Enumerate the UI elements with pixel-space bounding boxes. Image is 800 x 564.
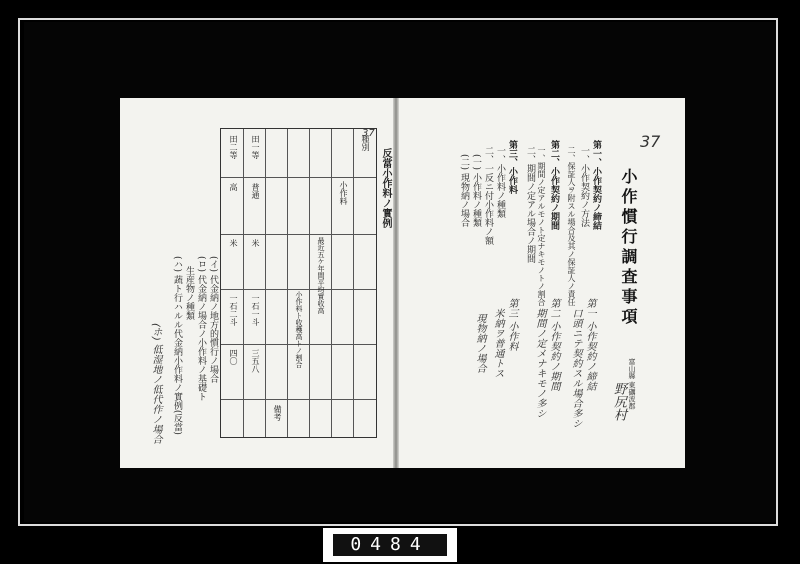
header-recent: 最近五ケ年間平均實收高: [317, 237, 325, 314]
table-row-line: [221, 177, 376, 178]
section-1: 第一、小作契約ノ締結: [591, 140, 601, 230]
table-col-line: [265, 129, 266, 437]
section-2: 第二、小作契約ノ期間: [549, 140, 559, 230]
header-note: 備考: [273, 405, 282, 421]
section-2-1: 一、期間ノ定アルモノト定ナキモノトノ割合: [537, 146, 546, 306]
document-title: 小作慣行調査事項: [619, 168, 638, 328]
table-col-line: [331, 129, 332, 437]
table-col-line: [353, 129, 354, 437]
row-ratio: 三五八: [251, 349, 260, 373]
row-kind: 米: [251, 239, 260, 247]
surveyor-region: 富山縣 東礪波郡: [628, 358, 636, 410]
rent-table: [220, 128, 377, 438]
left-page: [120, 98, 395, 468]
table-col-line: [309, 129, 310, 437]
right-page: [398, 98, 685, 468]
handwritten-note-7: 現物納ノ場合: [474, 313, 485, 373]
handwritten-note-1: 第一 小作契約ノ締結: [584, 298, 595, 392]
table-row-line: [221, 399, 376, 400]
row-kind: 米: [229, 239, 238, 247]
header-ratio: 小作料ト收穫高トノ割合: [295, 291, 303, 368]
note-a: (イ) 代金納ノ地方的慣行ノ場合: [208, 256, 218, 383]
section-3-2-b: (二) 現物納ノ場合: [459, 154, 469, 227]
row-amount: 一石二斗: [229, 294, 238, 326]
header-main: 小作料: [339, 181, 348, 205]
frame-number: 0484: [333, 534, 447, 556]
table-col-line: [243, 129, 244, 437]
handwritten-note-4: 期間ノ定メナキモノ多シ: [534, 308, 545, 418]
left-handwritten-note: (ホ) 低湿地ノ低代作ノ場合: [150, 323, 161, 444]
note-b: (ロ) 代金納ノ場合ノ小作料ノ基礎ト: [196, 256, 206, 401]
handwritten-note-2: 口頭ニテ契約スル場合多シ: [570, 308, 581, 428]
row-ratio: 四〇: [229, 349, 238, 365]
document-spread: [120, 98, 685, 468]
section-3: 第三、小作料: [507, 140, 517, 194]
row-field: 田二等: [229, 135, 238, 159]
left-page-number: 37: [362, 128, 375, 139]
row-grade: 高: [229, 183, 238, 191]
handwritten-note-5: 第三 小作料: [506, 298, 517, 352]
header-type: 種別: [361, 135, 370, 151]
handwritten-note-3: 第二 小作契約ノ期間: [548, 298, 559, 392]
row-field: 田一等: [251, 135, 260, 159]
table-row-line: [221, 289, 376, 290]
frame-counter: [323, 528, 457, 562]
row-grade: 普通: [251, 183, 260, 199]
note-c: (ハ) 蔬ト行ハルル代金納小作料ノ實例(反當): [172, 256, 182, 435]
section-1-1: 一、小作契約ノ方法: [579, 146, 589, 227]
row-amount: 一石一斗: [251, 294, 260, 326]
table-col-line: [287, 129, 288, 437]
right-page-number: 37: [640, 132, 661, 151]
section-3-2-a: (一) 小作料ノ種類: [471, 154, 481, 227]
handwritten-note-6: 米納ヲ普通トス: [492, 308, 503, 378]
table-title: 反當小作料ノ實例: [380, 148, 391, 228]
section-3-1: 一、小作料ノ種類: [495, 146, 505, 218]
table-row-line: [221, 234, 376, 235]
section-1-2: 二、保証人ヲ附スル場合及其ノ保証人ノ責任: [567, 146, 576, 306]
note-b2: 生産物ノ種類: [184, 266, 194, 320]
surveyor-village: 野尻村: [611, 382, 626, 421]
section-3-2: 二、一反ニ付小作料ノ額: [483, 146, 493, 245]
section-2-2: 二、期間ノ定アル場合ノ期間: [525, 146, 535, 263]
